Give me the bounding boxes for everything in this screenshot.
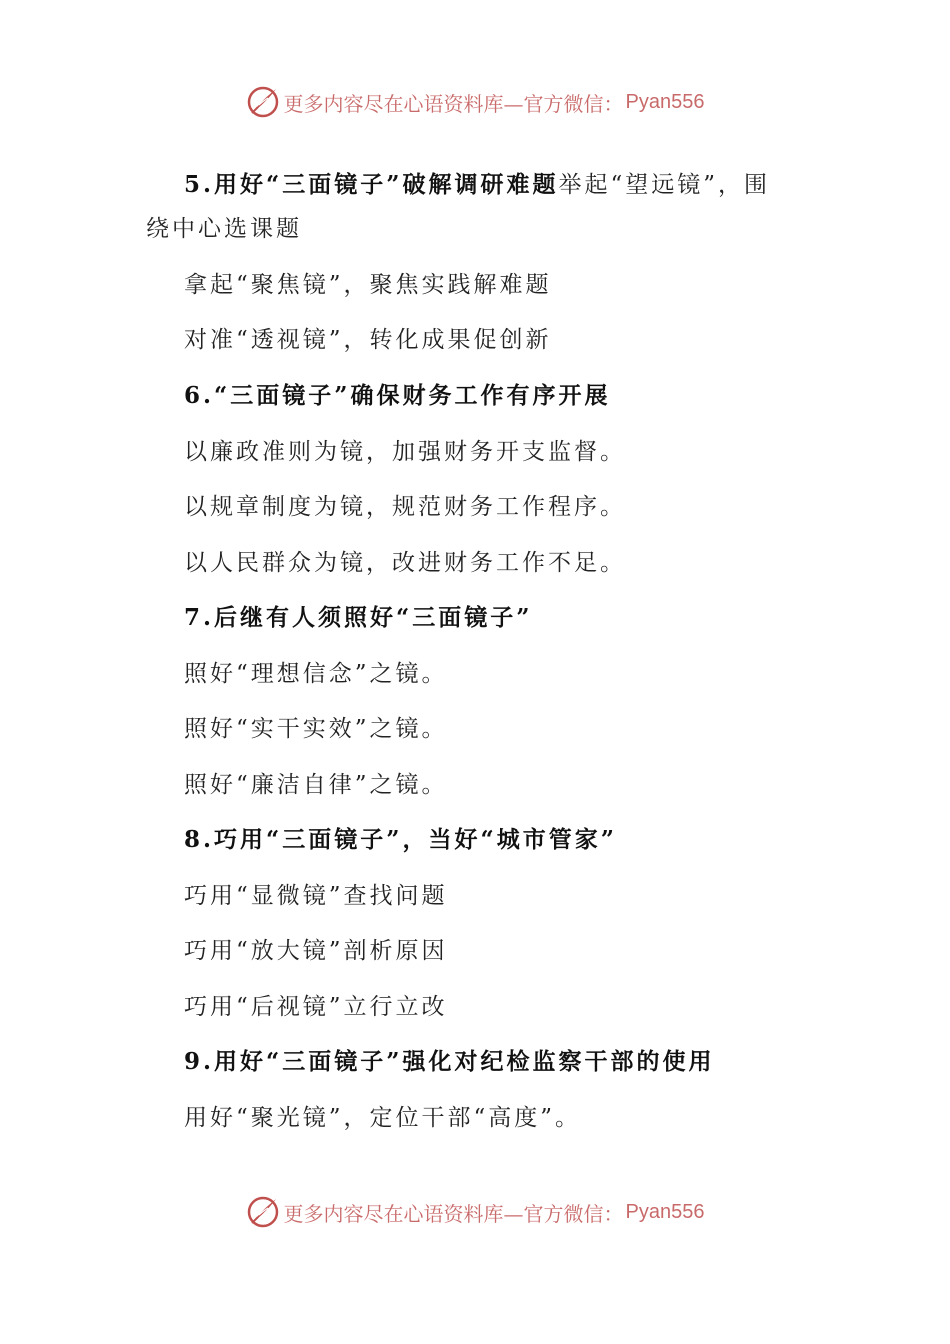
section-5-continuation: 绕中心选课题: [146, 216, 302, 242]
section-9-heading: 9.用好“三面镜子”强化对纪检监察干部的使用: [184, 1048, 715, 1075]
section-6-item-1: 以廉政准则为镜，加强财务开支监督。: [184, 439, 626, 465]
section-7-item-2: 照好“实干实效”之镜。: [184, 716, 448, 742]
watermark-text: 更多内容尽在心语资料库—官方微信：: [283, 91, 624, 116]
section-5-item-1: 拿起“聚焦镜”，聚焦实践解难题: [184, 272, 552, 298]
section-6-item-3: 以人民群众为镜，改进财务工作不足。: [184, 550, 626, 576]
section-5-item-2: 对准“透视镜”，转化成果促创新: [184, 327, 552, 353]
section-7-item-3: 照好“廉洁自律”之镜。: [184, 772, 448, 798]
section-8-item-3: 巧用“后视镜”立行立改: [184, 994, 448, 1020]
section-5-paragraph: [184, 170, 824, 200]
section-6-heading: 6.“三面镜子”确保财务工作有序开展: [184, 382, 611, 409]
watermark-text: 更多内容尽在心语资料库—官方微信：: [283, 1201, 624, 1226]
section-7-item-1: 照好“理想信念”之镜。: [184, 661, 448, 687]
section-6-item-2: 以规章制度为镜，规范财务工作程序。: [184, 494, 626, 520]
feather-pen-logo-icon: [246, 1195, 280, 1229]
watermark-wechat-handle: Pyan556: [625, 1200, 705, 1223]
section-7-heading: 7.后继有人须照好“三面镜子”: [184, 604, 533, 631]
section-8-item-2: 巧用“放大镜”剖析原因: [184, 938, 448, 964]
section-8-item-1: 巧用“显微镜”查找问题: [184, 883, 448, 909]
section-8-heading: 8.巧用“三面镜子”，当好“城市管家”: [184, 826, 617, 853]
footer-watermark-banner: [0, 1190, 950, 1234]
section-5-heading: 5.用好“三面镜子”破解调研难题: [184, 171, 559, 198]
section-5-inline-text: 举起“望远镜”，围: [558, 172, 771, 198]
section-9-item-1: 用好“聚光镜”，定位干部“高度”。: [184, 1105, 582, 1131]
watermark-wechat-handle: Pyan556: [625, 90, 705, 113]
